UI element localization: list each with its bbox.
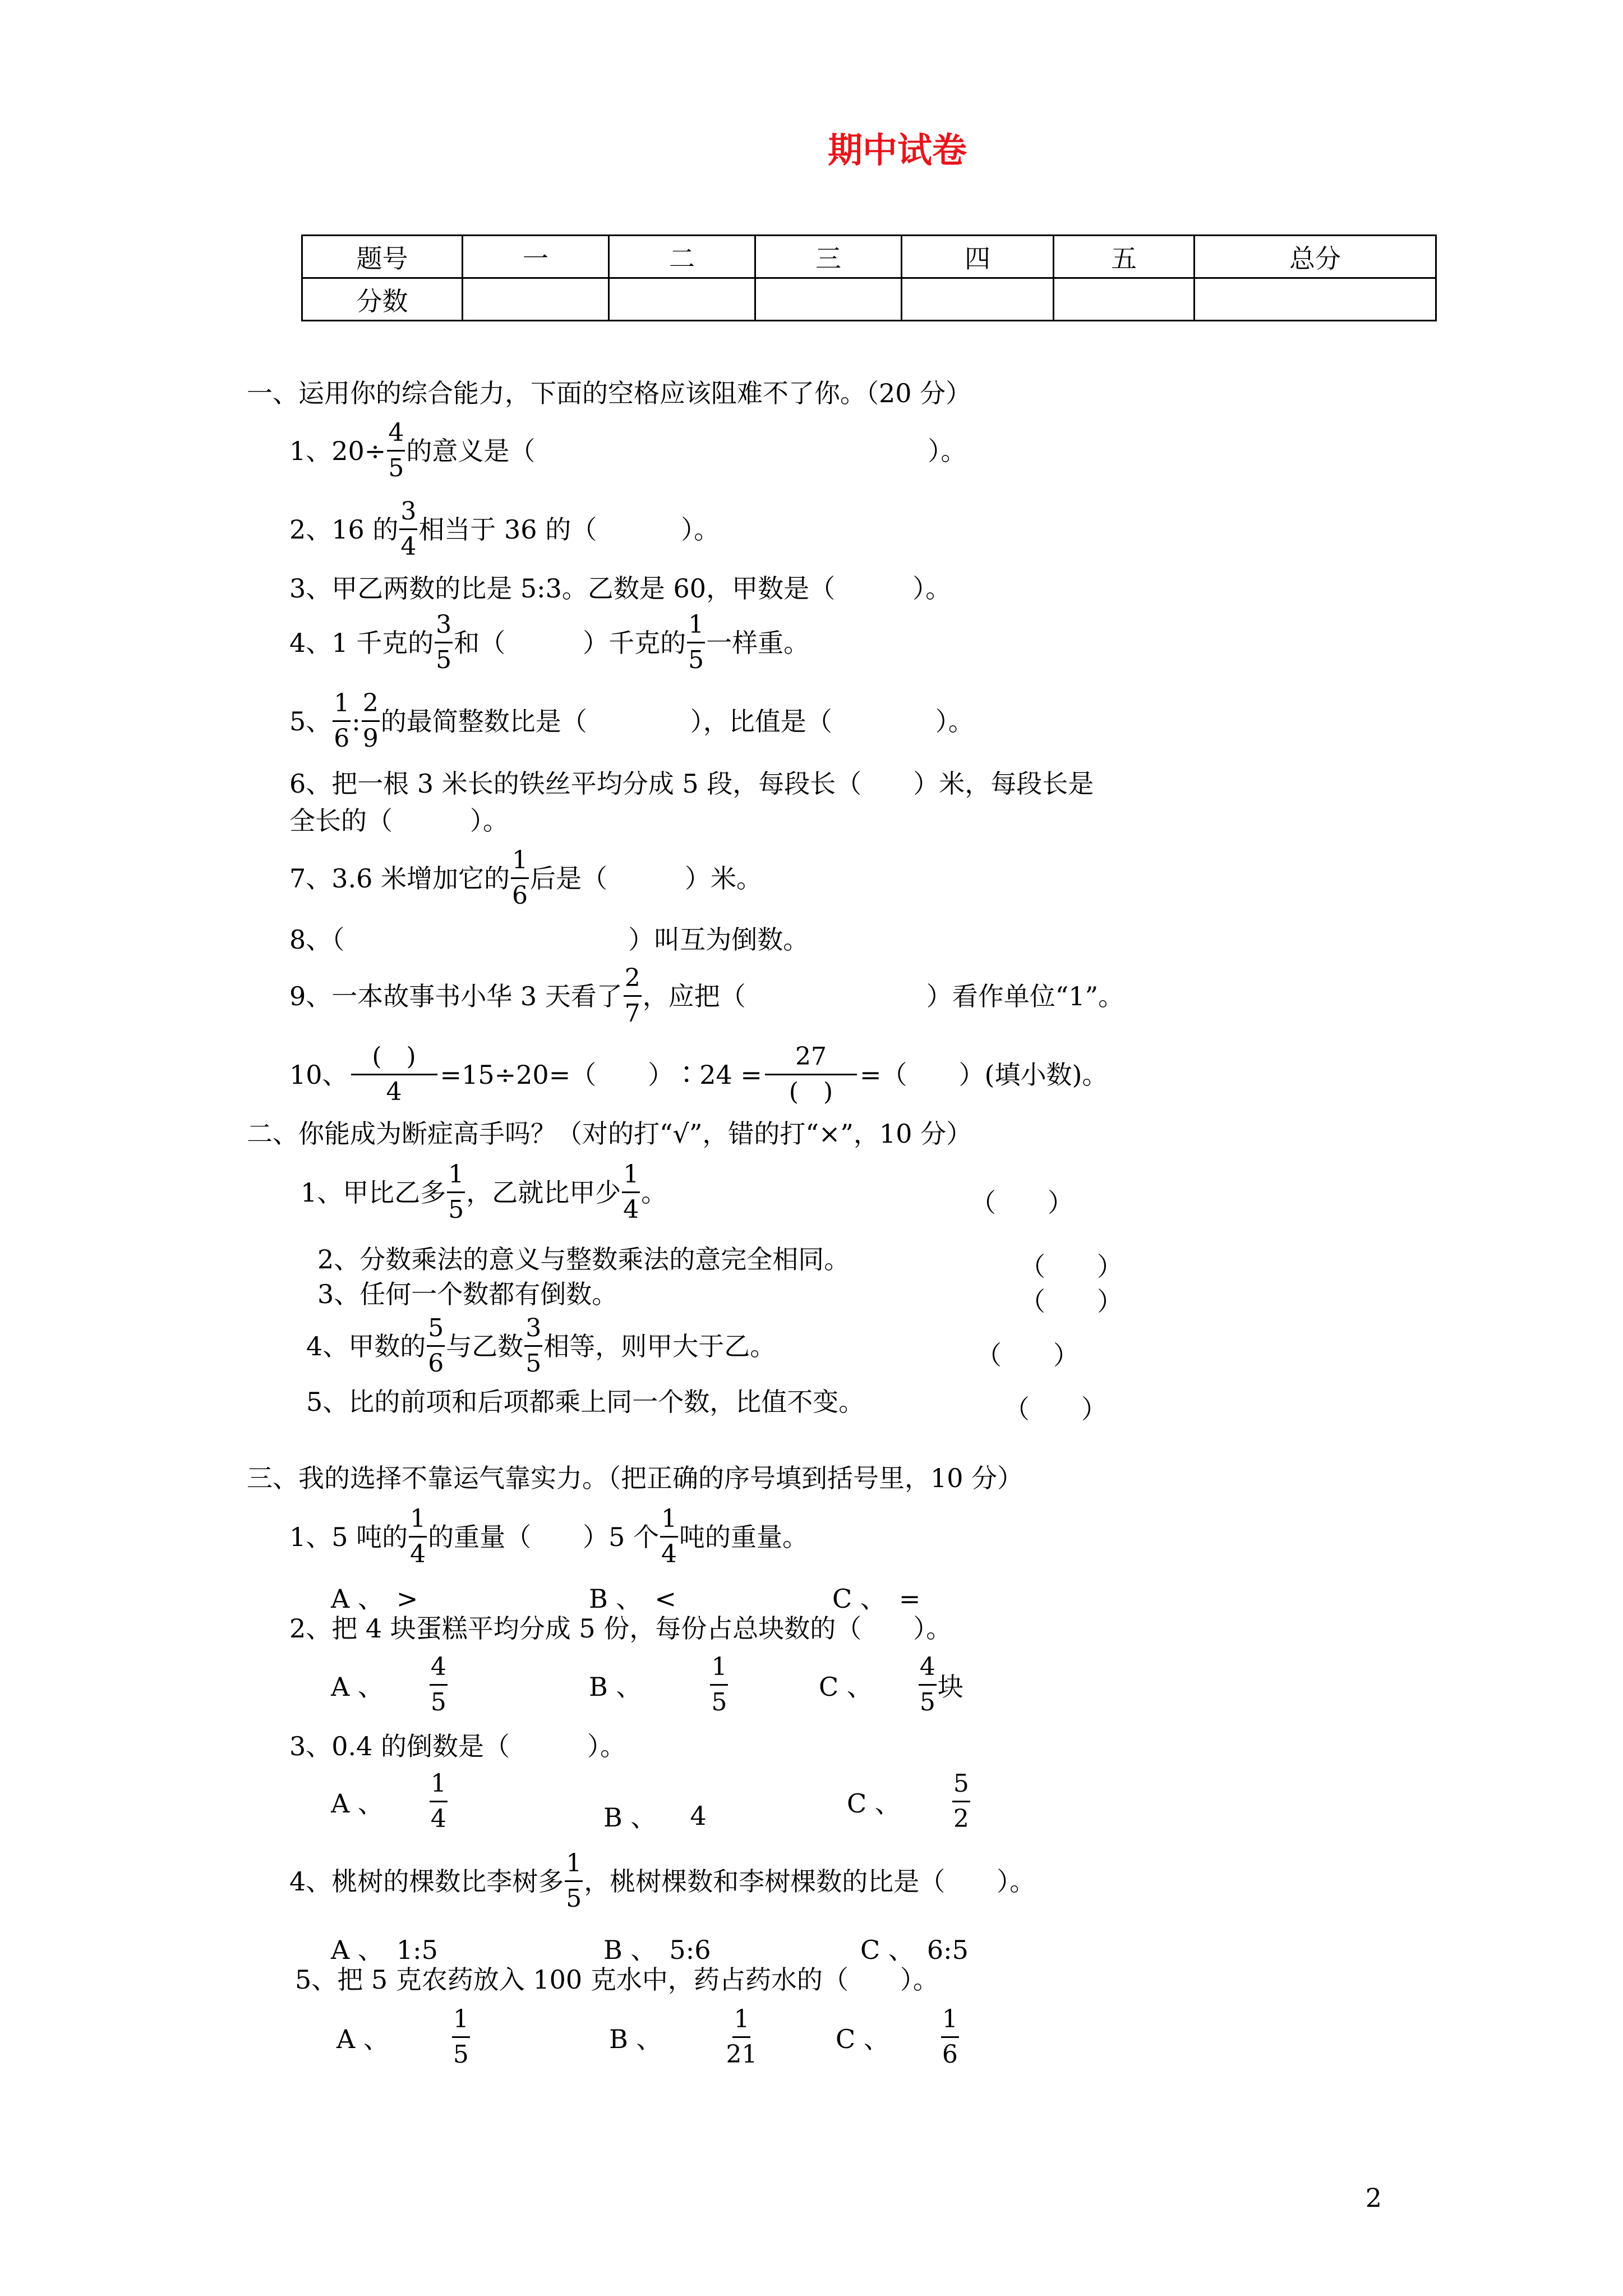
q-text: 和（ ）千克的 — [454, 627, 686, 658]
fraction-num: 3 — [524, 1316, 542, 1347]
table-cell: 四 — [902, 236, 1054, 278]
score-table-score-row — [302, 278, 1436, 321]
section2-heading: 二、你能成为断症高手吗？（对的打“√”，错的打“×”，10 分） — [247, 1119, 972, 1149]
fraction — [333, 691, 351, 751]
fraction-den: ( ) — [789, 1078, 833, 1106]
fraction — [430, 1655, 448, 1715]
fraction — [387, 418, 405, 482]
score-input-cell[interactable] — [755, 278, 902, 321]
option-c[interactable]: C 、 6:5 — [860, 1935, 969, 1965]
fraction — [409, 1504, 427, 1568]
fraction-den: 5 — [919, 1688, 935, 1717]
fraction-num: ( ) — [351, 1045, 437, 1075]
question-3-3: 3、0.4 的倒数是（ ）。 — [289, 1731, 626, 1761]
fraction — [349, 1042, 439, 1106]
fraction-den: 4 — [430, 1805, 446, 1833]
option-label: A 、 — [331, 1788, 384, 1819]
fraction-num: 4 — [430, 1655, 448, 1686]
q-text: 7、3.6 米增加它的 — [289, 863, 510, 894]
option-b[interactable] — [609, 2007, 759, 2067]
fraction-den: 6 — [334, 724, 350, 753]
q-text: 4、1 千克的 — [289, 627, 434, 658]
page-number: 2 — [1365, 2183, 1382, 2213]
option-a[interactable]: A 、 > — [331, 1584, 418, 1614]
question-1-6-line2: 全长的（ ）。 — [289, 806, 509, 836]
q-text: ，应把（ ）看作单位“1”。 — [642, 981, 1124, 1011]
fraction — [435, 610, 453, 674]
q-text: 4、桃树的棵数比李树多 — [289, 1866, 564, 1897]
fraction — [941, 2007, 959, 2067]
section1-heading: 一、运用你的综合能力，下面的空格应该阻难不了你。（20 分） — [247, 378, 972, 408]
fraction-num: 1 — [622, 1162, 640, 1193]
fraction-den: 2 — [953, 1805, 969, 1833]
question-3-4 — [289, 1851, 1035, 1911]
fraction-num: 2 — [362, 691, 380, 722]
q-text: 5、 — [289, 706, 332, 737]
question-2-4 — [306, 1316, 776, 1376]
answer-paren[interactable]: （ ） — [970, 1188, 1073, 1218]
q-text: 。 — [641, 1177, 667, 1208]
score-table-header-row — [302, 236, 1436, 278]
question-1-10 — [289, 1042, 1108, 1106]
fraction — [452, 2007, 470, 2067]
option-label: C 、 — [836, 2023, 889, 2054]
option-label: B 、 — [603, 1802, 657, 1833]
fraction — [430, 1769, 448, 1833]
option-label: A 、 — [336, 2023, 389, 2054]
fraction-den: 5 — [453, 2040, 469, 2069]
score-input-cell[interactable] — [1195, 278, 1436, 321]
q-text: 10、 — [289, 1059, 348, 1090]
q-text: ，乙就比甲少 — [466, 1177, 621, 1208]
fraction-den: 6 — [512, 881, 528, 910]
question-1-1 — [289, 418, 967, 482]
q-text: 吨的重量。 — [679, 1521, 809, 1552]
fraction-num: 1 — [333, 691, 351, 722]
fraction — [524, 1316, 542, 1376]
score-table — [301, 234, 1437, 321]
answer-paren[interactable]: （ ） — [976, 1340, 1079, 1370]
question-1-4 — [289, 610, 810, 674]
fraction — [763, 1042, 859, 1106]
fraction-num: 4 — [919, 1655, 937, 1686]
fraction-num: 5 — [427, 1316, 445, 1347]
q-text: 1、5 吨的 — [289, 1521, 408, 1552]
fraction-den: 5 — [436, 646, 452, 674]
fraction-den: 21 — [726, 2040, 758, 2069]
fraction-num: 2 — [624, 966, 642, 997]
question-1-3: 3、甲乙两数的比是 5:3。乙数是 60，甲数是（ ）。 — [289, 573, 952, 604]
fraction-den: 6 — [428, 1349, 444, 1378]
fraction-num: 1 — [447, 1162, 465, 1193]
fraction-num: 1 — [511, 848, 529, 879]
q-text: 2、16 的 — [289, 514, 399, 545]
option-a[interactable] — [331, 1769, 449, 1833]
question-3-1 — [289, 1504, 809, 1568]
fraction — [660, 1504, 678, 1568]
fraction-num: 1 — [732, 2007, 750, 2038]
option-b[interactable]: B 、 < — [589, 1584, 676, 1614]
fraction-den: 5 — [688, 646, 704, 674]
option-b[interactable] — [603, 1797, 707, 1834]
fraction — [511, 848, 529, 908]
fraction-num: 1 — [687, 613, 705, 643]
fraction-num: 1 — [710, 1655, 728, 1686]
answer-paren[interactable]: （ ） — [1020, 1286, 1123, 1317]
fraction — [447, 1162, 465, 1222]
fraction — [565, 1851, 583, 1911]
fraction — [687, 610, 705, 674]
option-suffix: 块 — [937, 1671, 963, 1702]
option-label: C 、 — [847, 1788, 901, 1819]
score-input-cell[interactable] — [902, 278, 1054, 321]
q-text: 相当于 36 的（ — [418, 514, 597, 545]
option-value: 4 — [690, 1801, 707, 1831]
question-3-5: 5、把 5 克农药放入 100 克水中，药占药水的（ ）。 — [295, 1964, 939, 1995]
fraction-num: 3 — [399, 499, 417, 530]
q-text: 4、甲数的 — [306, 1331, 426, 1361]
q-text: ）。 — [928, 435, 967, 466]
option-a[interactable] — [336, 2007, 471, 2067]
fraction-num: 4 — [387, 421, 405, 452]
fraction — [710, 1655, 728, 1715]
fraction-num: 1 — [430, 1772, 448, 1802]
table-cell: 二 — [609, 236, 755, 278]
q-text: 的最简整数比是（ ），比值是（ ）。 — [380, 706, 974, 737]
q-text: =（ ）(填小数)。 — [859, 1059, 1108, 1090]
fraction-den: 5 — [566, 1884, 582, 1913]
option-label: C 、 — [819, 1671, 873, 1702]
question-1-8: 8、（ ）叫互为倒数。 — [289, 924, 809, 955]
fraction-den: 5 — [711, 1688, 727, 1717]
question-2-5: 5、比的前项和后项都乘上同一个数，比值不变。 — [306, 1387, 865, 1417]
table-cell: 分数 — [302, 278, 463, 321]
fraction-den: 4 — [386, 1078, 402, 1106]
fraction-den: 5 — [430, 1688, 446, 1717]
option-c[interactable]: C 、 = — [832, 1584, 921, 1614]
q-text: 相等，则甲大于乙。 — [543, 1331, 776, 1361]
table-cell: 题号 — [302, 236, 463, 278]
q-text: 1、甲比乙多 — [301, 1177, 446, 1208]
fraction — [952, 1769, 970, 1833]
question-2-3: 3、任何一个数都有倒数。 — [317, 1279, 618, 1309]
score-input-cell[interactable] — [463, 278, 609, 321]
table-cell: 一 — [463, 236, 609, 278]
fraction-den: 4 — [661, 1540, 677, 1568]
q-text: ）。 — [681, 514, 720, 545]
option-c[interactable] — [847, 1769, 971, 1833]
fraction-den: 6 — [942, 2040, 958, 2069]
fraction-num: 1 — [660, 1507, 678, 1538]
question-2-2: 2、分数乘法的意义与整数乘法的意完全相同。 — [317, 1244, 850, 1274]
q-text: 1、20÷ — [289, 435, 386, 466]
option-b[interactable]: B 、 5:6 — [603, 1935, 711, 1965]
fraction-den: 9 — [362, 724, 379, 753]
fraction-den: 4 — [400, 532, 417, 561]
fraction — [725, 2007, 758, 2067]
fraction-num: 1 — [409, 1507, 427, 1538]
fraction-num: 3 — [435, 613, 453, 643]
fraction-num: 1 — [565, 1851, 583, 1882]
q-text: 的重量（ ）5 个 — [428, 1521, 660, 1552]
q-text: =15÷20=（ ）∶24 = — [440, 1059, 762, 1090]
option-c[interactable] — [819, 1655, 963, 1715]
question-3-2: 2、把 4 块蛋糕平均分成 5 份，每份占总块数的（ ）。 — [289, 1613, 952, 1644]
fraction-num: 5 — [952, 1772, 970, 1802]
fraction — [624, 966, 642, 1026]
option-a[interactable]: A 、 1:5 — [331, 1935, 438, 1965]
question-1-9 — [289, 966, 1124, 1026]
fraction — [622, 1162, 640, 1222]
question-1-5 — [289, 691, 974, 751]
option-a[interactable] — [331, 1655, 449, 1715]
question-2-1 — [301, 1162, 667, 1222]
q-text: 9、一本故事书小华 3 天看了 — [289, 981, 623, 1011]
question-1-6-line1: 6、把一根 3 米长的铁丝平均分成 5 段，每段长（ ）米，每段长是 — [289, 769, 1094, 799]
option-label: A 、 — [331, 1671, 384, 1702]
question-1-2 — [289, 499, 720, 559]
answer-paren[interactable]: （ ） — [1020, 1251, 1123, 1282]
table-cell: 总分 — [1195, 236, 1436, 278]
answer-paren[interactable]: （ ） — [1004, 1394, 1107, 1424]
q-text: 后是（ ）米。 — [530, 863, 763, 894]
q-text: 一样重。 — [706, 627, 810, 658]
option-c[interactable] — [836, 2007, 960, 2067]
q-text: ，桃树棵数和李树棵数的比是（ ）。 — [584, 1866, 1036, 1897]
score-input-cell[interactable] — [609, 278, 755, 321]
fraction-den: 5 — [388, 454, 404, 482]
option-label: B 、 — [589, 1671, 642, 1702]
table-cell: 三 — [755, 236, 902, 278]
fraction-num: 1 — [452, 2007, 470, 2038]
table-cell: 五 — [1054, 236, 1195, 278]
section3-heading: 三、我的选择不靠运气靠实力。（把正确的序号填到括号里，10 分） — [247, 1463, 1023, 1493]
fraction-num: 27 — [765, 1045, 857, 1075]
fraction-den: 7 — [624, 999, 640, 1028]
option-label: B 、 — [609, 2023, 662, 2054]
fraction — [362, 691, 380, 751]
question-1-7 — [289, 848, 762, 908]
q-text: 与乙数 — [446, 1331, 524, 1361]
fraction-den: 4 — [623, 1195, 639, 1224]
q-text: : — [352, 706, 361, 737]
fraction-den: 5 — [525, 1349, 542, 1378]
page-title: 期中试卷 — [827, 130, 967, 171]
option-b[interactable] — [589, 1655, 729, 1715]
fraction-den: 5 — [448, 1195, 464, 1224]
fraction — [427, 1316, 445, 1376]
q-text: 的意义是（ — [406, 435, 536, 466]
fraction-num: 1 — [941, 2007, 959, 2038]
fraction — [919, 1655, 937, 1715]
score-input-cell[interactable] — [1054, 278, 1195, 321]
fraction — [399, 499, 417, 559]
fraction-den: 4 — [410, 1540, 426, 1568]
